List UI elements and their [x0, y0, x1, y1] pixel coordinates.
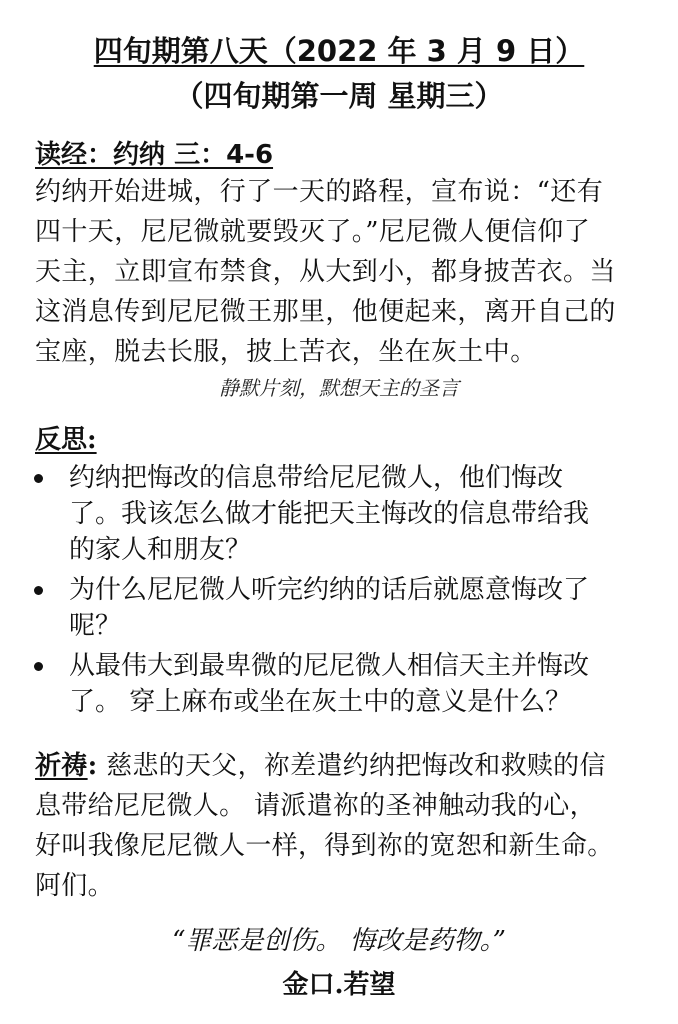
reading-passage: [35, 172, 655, 372]
reflection-item: [30, 572, 660, 644]
page-title-text: 四旬期第八天（2022 年 3 月 9 日）: [93, 34, 585, 68]
page-title: [0, 33, 678, 69]
reading-line: 宝座，脱去长服，披上苦衣，坐在灰土中。: [35, 337, 537, 367]
reading-line: 约纳开始进城，行了一天的路程，宣布说：“还有: [35, 177, 604, 207]
meditation-note: 静默片刻，默想天主的圣言: [219, 376, 459, 400]
prayer-section: [35, 746, 655, 906]
prayer-first-line: 慈悲的天父，祢差遣约纳把悔改和救赎的信: [97, 751, 606, 781]
quote-author: 金口.若望: [282, 970, 396, 1000]
prayer-line: [35, 746, 655, 786]
prayer-line: 阿们。: [35, 871, 114, 901]
reading-line: 天主，立即宣布禁食，从大到小，都身披苦衣。当: [35, 257, 616, 287]
reflection-line: 呢？: [69, 611, 122, 641]
closing-quote: “罪恶是创伤。 悔改是药物。”: [172, 926, 506, 956]
prayer-label: 祈祷: [35, 751, 88, 781]
prayer-colon: :: [87, 751, 98, 781]
reading-heading: [35, 138, 273, 172]
bullet-icon: [34, 474, 43, 483]
reading-reference: 约纳 三：4-6: [113, 140, 274, 170]
prayer-line: 好叫我像尼尼微人一样，得到祢的宽恕和新生命。: [35, 831, 614, 861]
reflection-line: 约纳把悔改的信息带给尼尼微人，他们悔改: [69, 463, 564, 493]
bullet-icon: [34, 586, 43, 595]
reading-label: 读经：约纳 三：4-6: [35, 140, 274, 170]
bullet-icon: [34, 662, 43, 671]
reflection-item: [30, 460, 660, 568]
reflection-heading: [35, 423, 97, 457]
reflection-item: [30, 648, 660, 720]
reflection-line: 了。 穿上麻布或坐在灰土中的意义是什么？: [69, 687, 572, 717]
reflection-list: [30, 460, 660, 724]
reflection-label: 反思:: [35, 425, 97, 455]
reflection-line: 从最伟大到最卑微的尼尼微人相信天主并悔改: [69, 651, 590, 681]
reflection-line: 为什么尼尼微人听完约纳的话后就愿意悔改了: [69, 575, 590, 605]
reading-line: 四十天，尼尼微就要毁灭了。”尼尼微人便信仰了: [35, 217, 591, 247]
reflection-line: 的家人和朋友？: [69, 535, 252, 565]
reading-line: 这消息传到尼尼微王那里，他便起来，离开自己的: [35, 297, 616, 327]
page-subtitle: （四旬期第一周 星期三）: [174, 79, 504, 113]
prayer-line: 息带给尼尼微人。 请派遣祢的圣神触动我的心，: [35, 791, 596, 821]
reflection-line: 了。我该怎么做才能把天主悔改的信息带给我: [69, 499, 590, 529]
